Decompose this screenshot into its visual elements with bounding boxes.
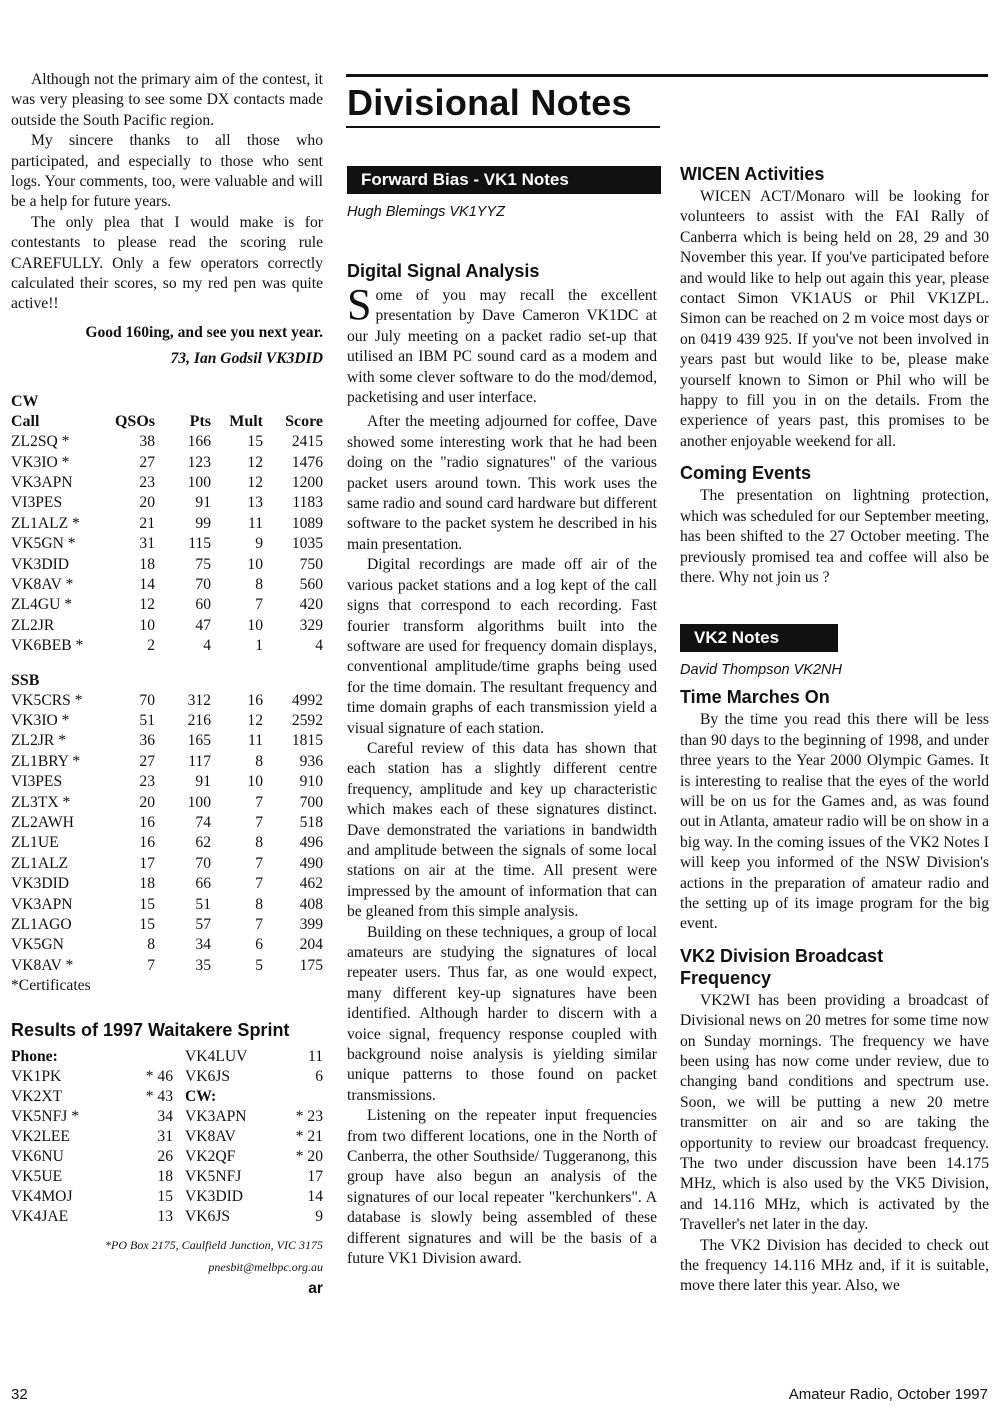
header-pts: Pts <box>189 412 211 430</box>
broadcast-paragraph: The VK2 Division has decided to check out the frequency 14.116 MHz and, if it is suitable, move there later this year. Also, we <box>680 1236 989 1295</box>
right-column <box>680 163 989 1297</box>
cw-cell-pts: 91 <box>195 494 211 512</box>
cw-cell-qsos: 21 <box>139 514 155 532</box>
ssb-cell-score: 4992 <box>291 691 323 709</box>
ssb-cell-mult: 12 <box>247 711 263 729</box>
table-row <box>11 473 323 493</box>
cw-cell-pts: 166 <box>187 433 211 451</box>
vk1-paragraph: Careful review of this data has shown that each station has a slightly different centre frequency, amplitude and key up characteristic which makes each of these signatures distinct. Dave demonstrated the variations in bandwidth and amplitude between the signals of some local stations on air at the time. All present were impressed by the amount of information that can be gleaned from this simple analysis. <box>347 739 657 921</box>
table-row <box>11 915 323 935</box>
cw-cell-pts: 123 <box>187 453 211 471</box>
first-paragraph-text: ome of you may recall the excellent presentation by Dave Cameron VK1DC at our July meeting on a packet radio set-up that utilised an IBM PC sound card as a modem and with some clever software to do the mod/demod, packetising and user interface. <box>347 287 657 407</box>
table-row <box>11 691 323 711</box>
ssb-cell-call: ZL1ALZ <box>11 854 69 872</box>
cw-cell-pts: 75 <box>195 555 211 573</box>
ssb-cell-call: ZL2JR * <box>11 732 67 750</box>
ssb-cell-score: 490 <box>299 854 323 872</box>
ssb-cell-pts: 34 <box>195 936 211 954</box>
sprint-row <box>11 1047 323 1067</box>
cw-cell-call: VK5GN * <box>11 535 76 553</box>
vk2-banner: VK2 Notes <box>680 624 838 652</box>
ssb-cell-mult: 16 <box>247 691 263 709</box>
ssb-cell-pts: 74 <box>195 814 211 831</box>
digital-signal-heading: Digital Signal Analysis <box>347 261 540 281</box>
ssb-cell-score: 204 <box>299 936 323 954</box>
sprint-call: VK2LEE <box>11 1127 70 1145</box>
cw-cell-call: VK6BEB * <box>11 637 84 655</box>
table-row <box>11 453 323 473</box>
table-row <box>11 711 323 731</box>
intro-paragraph: The only plea that I would make is for contestants to please read the scoring rule CAREFULLY. Only a few operators correctly calculated their scores, so my red pen was quite active!! <box>11 213 323 313</box>
sprint-row <box>11 1087 323 1107</box>
wicen-paragraph: WICEN ACT/Monaro will be looking for volunteers to assist with the FAI Rally of Canberra which is being held on 28, 29 and 30 November this year. If you've participated before and would like to help out again this year, please contact Simon VK1AUS or Phil VK1ZPL. Simon can be reached on 2 m voice most days or on 0419 439 925. If you've not been involved in years past but would like to be, please make yourself known to Simon or Phil who will be happy to fill you in on the details. From the experience of years past, this promises to be another enjoyable weekend for all. <box>680 188 989 450</box>
table-row <box>11 874 323 894</box>
ssb-cell-pts: 66 <box>195 875 211 893</box>
cw-cell-score: 1089 <box>291 514 323 532</box>
middle-column <box>347 204 657 1270</box>
ssb-score-table <box>11 691 323 977</box>
ssb-cell-call: VK5CRS * <box>11 691 83 709</box>
table-row <box>11 636 323 656</box>
sprint-call: VK5NFJ * <box>11 1107 80 1125</box>
cw-label: CW <box>11 392 39 410</box>
cw-cell-qsos: 14 <box>139 575 155 593</box>
cw-cell-mult: 12 <box>247 453 263 471</box>
cw-cell-qsos: 12 <box>139 596 155 614</box>
certificates-note: *Certificates <box>11 977 91 995</box>
end-mark: ar <box>308 1280 323 1298</box>
time-marches-paragraph: By the time you read this there will be less than 90 days to the beginning of 1998, and under three years to the Year 2000 Olympic Games. It is interesting to realise that the eyes of the world will be on us for the Games and, as was found out in Atlanta, amateur radio will be on show in a big way. In the coming issues of the VK2 Notes I will keep you informed of the NSW Division's actions in the preparation of amateur radio and the setting up of its image program for the big event. <box>680 711 989 933</box>
ssb-cell-mult: 8 <box>255 752 263 770</box>
table-row <box>11 493 323 513</box>
header-qsos: QSOs <box>114 412 155 430</box>
ssb-cell-score: 175 <box>299 956 323 974</box>
ssb-cell-mult: 10 <box>247 773 263 791</box>
cw-cell-qsos: 38 <box>139 433 155 451</box>
sprint-call: VK1PK <box>11 1067 62 1085</box>
sprint-row <box>11 1207 323 1227</box>
cw-cell-mult: 12 <box>247 473 263 491</box>
cw-cell-qsos: 10 <box>139 616 155 634</box>
ssb-cell-qsos: 7 <box>147 956 155 974</box>
cw-cell-pts: 60 <box>195 596 211 614</box>
cw-cell-score: 2415 <box>291 433 323 451</box>
ssb-cell-call: ZL2AWH <box>11 814 74 831</box>
sprint-score: 15 <box>157 1187 173 1205</box>
table-row <box>11 432 323 452</box>
cw-cell-qsos: 23 <box>139 473 155 491</box>
cw-cell-score: 560 <box>299 575 323 593</box>
ssb-cell-call: VI3PES <box>11 773 63 791</box>
cw-cell-mult: 11 <box>247 514 263 532</box>
page-number: 32 <box>11 1386 28 1403</box>
time-marches-heading: Time Marches On <box>680 687 830 708</box>
cw-cell-mult: 8 <box>255 575 263 593</box>
ssb-cell-pts: 70 <box>195 854 211 872</box>
ssb-cell-call: VK8AV * <box>11 956 74 974</box>
ssb-cell-mult: 8 <box>255 895 263 913</box>
cw-cell-pts: 99 <box>195 514 211 532</box>
cw-cell-pts: 47 <box>195 616 211 634</box>
cw-cell-call: VK3IO * <box>11 453 70 471</box>
sprint-call: VK6JS <box>185 1207 231 1225</box>
ssb-cell-mult: 11 <box>247 732 263 750</box>
sprint-row <box>11 1067 323 1087</box>
header-mult: Mult <box>229 412 263 430</box>
cw-cell-mult: 15 <box>247 433 263 451</box>
cw-cell-score: 1035 <box>291 535 323 553</box>
sprint-call: VK5NFJ <box>185 1167 242 1185</box>
table-row <box>11 772 323 792</box>
ssb-cell-call: VK3DID <box>11 875 70 893</box>
cw-cell-mult: 9 <box>255 535 263 553</box>
cw-cell-call: ZL2SQ * <box>11 433 70 451</box>
wicen-heading: WICEN Activities <box>680 164 825 184</box>
table-header-row <box>11 412 323 432</box>
table-row <box>11 935 323 955</box>
ssb-cell-call: VK3APN <box>11 895 73 913</box>
ssb-cell-qsos: 36 <box>139 732 155 750</box>
table-row <box>11 854 323 874</box>
sprint-score: * 20 <box>295 1147 323 1165</box>
cw-cell-mult: 10 <box>247 555 263 573</box>
vk1-paragraph: After the meeting adjourned for coffee, Dave showed some interesting work that he had been doing on the "radio signatures" of the various packet users around town. This work uses the same radio and sound card hardware but different software to the packet system he described in his main presentation. <box>347 413 657 553</box>
cw-cell-mult: 7 <box>255 596 263 614</box>
sprint-row <box>11 1107 323 1127</box>
sprint-call: VK4JAE <box>11 1207 69 1225</box>
ssb-cell-score: 496 <box>299 834 323 852</box>
coming-events-heading: Coming Events <box>680 463 812 484</box>
sprint-row <box>11 1147 323 1167</box>
broadcast-paragraph: VK2WI has been providing a broadcast of Divisional news on 20 metres for some time now on Sunday mornings. The frequency we have been using has now come under review, due to changing band conditions and spectrum use. Soon, we will be putting a new 20 metre transmitter on air and so are taking the opportunity to review our broadcast frequency. The two under discussion have been 14.175 MHz, which is also used by the VK5 Division, and 14.116 MHz, which is activated by the Traveller's net later in the day. <box>680 991 989 1234</box>
cw-cell-call: ZL1ALZ * <box>11 514 80 532</box>
sprint-section-label: Phone: <box>11 1047 58 1065</box>
table-row <box>11 793 323 813</box>
table-row <box>11 514 323 534</box>
table-row <box>11 752 323 772</box>
table-row <box>11 895 323 915</box>
ssb-cell-qsos: 18 <box>139 875 155 893</box>
vk1-paragraph: Digital recordings are made off air of the various packet stations and a log kept of the call signs that correspond to each recording. Fast fourier transform algorithms built into the software are used for frequency domain displays, conventional amplitude/time graphs being used for the time domain. The resultant frequency and time domain graphs of each transmission yield a visual signature of each station. <box>347 556 657 737</box>
header-score: Score <box>285 412 323 430</box>
ssb-cell-score: 936 <box>299 752 323 770</box>
intro-paragraph: My sincere thanks to all those who participated, and especially to those who sent logs. Your comments, too, were valuable and will be a help for future years. <box>11 132 323 211</box>
sprint-row <box>11 1187 323 1207</box>
page-title: Divisional Notes <box>347 82 632 123</box>
signoff: Good 160ing, and see you next year. <box>85 323 323 341</box>
sprint-score: * 46 <box>145 1067 173 1085</box>
ssb-cell-call: VK5GN <box>11 936 64 954</box>
cw-cell-call: VK3DID <box>11 555 70 573</box>
vk1-byline: Hugh Blemings VK1YYZ <box>347 204 505 220</box>
sprint-score: 31 <box>157 1127 173 1145</box>
cw-cell-call: VK3APN <box>11 473 73 491</box>
sprint-score: * 21 <box>295 1127 323 1145</box>
ssb-cell-qsos: 70 <box>139 691 155 709</box>
ssb-cell-pts: 165 <box>187 732 211 750</box>
sprint-score <box>273 1087 323 1107</box>
sprint-call: VK2QF <box>185 1147 236 1165</box>
ssb-cell-score: 910 <box>299 773 323 791</box>
cw-cell-mult: 1 <box>255 637 263 655</box>
cw-cell-score: 1200 <box>291 473 323 491</box>
sprint-score: 18 <box>157 1167 173 1185</box>
table-row <box>11 616 323 636</box>
table-row <box>11 833 323 853</box>
sprint-call: VK6NU <box>11 1147 64 1165</box>
cw-cell-score: 1183 <box>292 494 323 512</box>
cw-cell-mult: 10 <box>247 616 263 634</box>
sprint-section-label: CW: <box>185 1087 217 1105</box>
table-row <box>11 575 323 595</box>
vk1-paragraph: Listening on the repeater input frequencies from two different locations, one in the North of Canberra, the other Southside/ Tuggeranong, this group have also begun an analysis of the signatures of our local repeater "kerchunkers". A database is slowly being assembled of these different signatures and will be the basis of a future VK1 Division award. <box>347 1107 657 1268</box>
ssb-cell-mult: 7 <box>255 854 263 872</box>
ssb-cell-pts: 100 <box>187 793 211 811</box>
sprint-call: VK5UE <box>11 1167 63 1185</box>
sprint-call: VK2XT <box>11 1087 63 1105</box>
sprint-score: 11 <box>307 1047 323 1065</box>
cw-score-table <box>11 412 323 657</box>
ssb-cell-call: ZL1UE <box>11 834 59 852</box>
cw-cell-score: 750 <box>299 555 323 573</box>
ssb-cell-pts: 51 <box>195 895 211 913</box>
vk1-first-paragraph <box>347 280 657 408</box>
vk2-byline: David Thompson VK2NH <box>680 662 842 679</box>
drop-cap: S <box>347 280 372 329</box>
ssb-cell-qsos: 15 <box>139 916 155 934</box>
ssb-cell-qsos: 17 <box>139 854 155 872</box>
sprint-call: VK3DID <box>185 1187 244 1205</box>
sprint-score: * 23 <box>295 1107 323 1125</box>
cw-cell-call: ZL4GU * <box>11 596 73 614</box>
ssb-cell-mult: 7 <box>255 814 263 831</box>
intro-paragraph: Although not the primary aim of the contest, it was very pleasing to see some DX contacts made outside the South Pacific region. <box>11 71 323 129</box>
ssb-cell-qsos: 15 <box>139 895 155 913</box>
sprint-score <box>111 1047 173 1067</box>
ssb-cell-pts: 216 <box>187 711 211 729</box>
ssb-cell-qsos: 16 <box>139 834 155 852</box>
cw-cell-pts: 4 <box>203 637 211 655</box>
vk1-banner: Forward Bias - VK1 Notes <box>347 166 661 194</box>
ssb-cell-qsos: 20 <box>139 793 155 811</box>
ssb-cell-pts: 35 <box>195 956 211 974</box>
cw-cell-qsos: 31 <box>139 535 155 553</box>
cw-cell-pts: 100 <box>187 473 211 491</box>
ssb-cell-score: 399 <box>299 916 323 934</box>
title-underline <box>346 126 660 128</box>
cw-cell-qsos: 18 <box>139 555 155 573</box>
ssb-cell-mult: 7 <box>255 916 263 934</box>
results-heading: Results of 1997 Waitakere Sprint <box>11 1019 290 1040</box>
ssb-cell-qsos: 8 <box>147 936 155 954</box>
ssb-cell-mult: 7 <box>255 793 263 811</box>
table-row <box>11 534 323 554</box>
ssb-cell-mult: 7 <box>255 875 263 893</box>
table-row <box>11 595 323 615</box>
ssb-cell-mult: 5 <box>255 956 263 974</box>
address-line: *PO Box 2175, Caulfield Junction, VIC 3175 <box>105 1237 323 1252</box>
table-row <box>11 813 323 833</box>
sprint-score: 13 <box>157 1207 173 1225</box>
ssb-cell-qsos: 27 <box>139 752 155 770</box>
ssb-cell-pts: 117 <box>188 752 211 770</box>
ssb-cell-call: VK3IO * <box>11 711 70 729</box>
ssb-cell-pts: 62 <box>195 834 211 852</box>
header-call: Call <box>11 412 40 430</box>
left-column <box>11 70 323 1300</box>
cw-cell-call: ZL2JR <box>11 616 55 634</box>
cw-cell-qsos: 20 <box>139 494 155 512</box>
ssb-cell-score: 518 <box>299 814 323 831</box>
sprint-row <box>11 1127 323 1147</box>
sprint-score: 6 <box>315 1067 323 1085</box>
sprint-score: 14 <box>307 1187 323 1205</box>
sprint-call: VK6JS <box>185 1067 231 1085</box>
broadcast-heading: VK2 Division Broadcast Frequency <box>680 945 884 988</box>
ssb-cell-mult: 6 <box>255 936 263 954</box>
publication-footer: Amateur Radio, October 1997 <box>788 1386 988 1403</box>
cw-cell-pts: 115 <box>188 535 211 553</box>
ssb-cell-call: ZL1AGO <box>11 916 72 934</box>
cw-cell-score: 1476 <box>291 453 323 471</box>
cw-cell-qsos: 2 <box>147 637 155 655</box>
ssb-cell-mult: 8 <box>255 834 263 852</box>
ssb-cell-qsos: 16 <box>139 814 155 831</box>
sprint-results-table <box>11 1047 323 1227</box>
cw-cell-score: 4 <box>315 637 323 655</box>
cw-cell-call: VK8AV * <box>11 575 74 593</box>
ssb-cell-score: 462 <box>299 875 323 893</box>
sprint-score: * 43 <box>145 1087 173 1105</box>
ssb-cell-pts: 312 <box>187 691 211 709</box>
ssb-cell-score: 2592 <box>291 711 323 729</box>
divisional-notes-header <box>347 82 632 124</box>
sprint-row <box>11 1167 323 1187</box>
sprint-call: VK4LUV <box>185 1047 248 1065</box>
ssb-cell-score: 408 <box>299 895 323 913</box>
sprint-score: 26 <box>157 1147 173 1165</box>
ssb-cell-call: ZL3TX * <box>11 793 71 811</box>
vk1-paragraph: Building on these techniques, a group of local amateurs are studying the signatures of local repeater users. Thus far, as one would expect, many different key-up signatures have been identified. Although harder to discern with a voice signal, frequency response coupled with background noise analysis is yielding similar unique patterns to those found on packet transmissions. <box>347 923 657 1104</box>
sprint-call: VK3APN <box>185 1107 247 1125</box>
ssb-cell-pts: 91 <box>195 773 211 791</box>
cw-cell-score: 420 <box>299 596 323 614</box>
ssb-label: SSB <box>11 671 40 689</box>
table-row <box>11 555 323 575</box>
signature: 73, Ian Godsil VK3DID <box>170 350 323 368</box>
table-row <box>11 731 323 751</box>
email-line: pnesbit@melbpc.org.au <box>208 1260 323 1275</box>
sprint-score: 9 <box>315 1207 323 1225</box>
cw-cell-qsos: 27 <box>139 453 155 471</box>
title-rule <box>346 74 988 77</box>
ssb-cell-qsos: 23 <box>139 773 155 791</box>
ssb-cell-qsos: 51 <box>139 711 155 729</box>
ssb-cell-score: 1815 <box>291 732 323 750</box>
ssb-cell-call: ZL1BRY * <box>11 752 81 770</box>
sprint-call: VK8AV <box>185 1127 236 1145</box>
sprint-score: 34 <box>157 1107 173 1125</box>
cw-cell-pts: 70 <box>195 575 211 593</box>
cw-cell-score: 329 <box>299 616 323 634</box>
table-row <box>11 956 323 976</box>
coming-events-paragraph: The presentation on lightning protection, which was scheduled for our September meeting, has been shifted to the 27 October meeting. The previously promised tea and coffee will also be there. Why not join us ? <box>680 487 989 586</box>
cw-cell-call: VI3PES <box>11 494 63 512</box>
sprint-score: 17 <box>307 1167 323 1185</box>
sprint-call: VK4MOJ <box>11 1187 73 1205</box>
ssb-cell-score: 700 <box>299 793 323 811</box>
cw-cell-mult: 13 <box>247 494 263 512</box>
ssb-cell-pts: 57 <box>195 916 211 934</box>
